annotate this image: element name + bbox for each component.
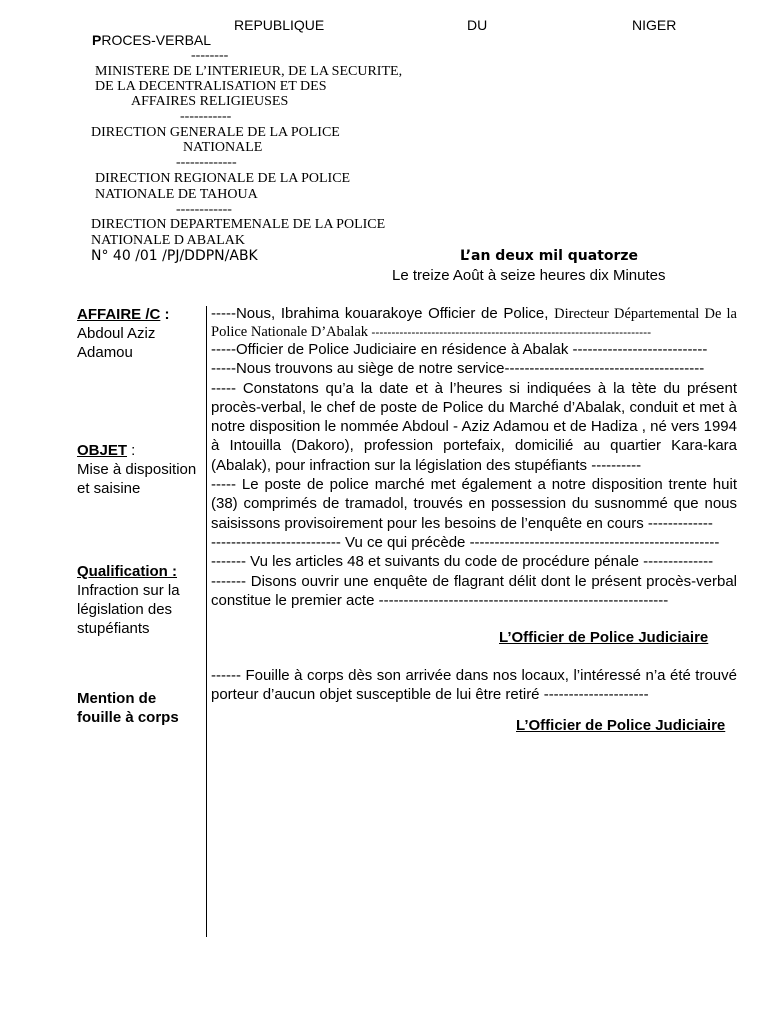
separator: ------------ (176, 202, 232, 217)
republic-word-3: NIGER (632, 17, 677, 33)
officer-title: Directeur Départemental De la Police Nationale D’Abalak (211, 306, 737, 340)
paragraph-officer (211, 305, 737, 341)
separator: -------- (191, 48, 229, 63)
paragraph-residence: -----Officier de Police Judiciaire en résidence à Abalak --------------------------- (211, 341, 708, 358)
paragraph-seizure: ----- Le poste de police marché met également a notre disposition trente huit (38) comprimés de tramadol, trouvés en possession du susnommé que nous saisissons provisoirement pour les besoins de l’enquête en cours ------------- (211, 476, 737, 532)
pv-title (92, 32, 211, 48)
paragraph-articles: ------- Vu les articles 48 et suivants du code de procédure pénale -------------- (211, 553, 714, 571)
ddpn-line-1: DIRECTION DEPARTEMENALE DE LA POLICE (91, 217, 386, 232)
drpn-line-1: DIRECTION REGIONALE DE LA POLICE (95, 171, 351, 186)
objet-colon: : (127, 442, 136, 459)
qualification-label: Qualification : (77, 563, 178, 580)
year-line: L’an deux mil quatorze (460, 248, 639, 264)
affaire-block (77, 305, 207, 362)
pv-title-rest: ROCES-VERBAL (101, 32, 212, 48)
qualification-block (77, 562, 202, 638)
body-block-2 (211, 340, 737, 610)
republic-word-2: DU (467, 17, 488, 33)
paragraph-vu: -------------------------- Vu ce qui précède -------------------------------------------------- (211, 533, 720, 551)
mention-label: Mention de fouille à corps (77, 690, 179, 726)
paragraph-constat: ----- Constatons qu’a la date et à l’heures si indiquées à la tète du présent procès-verbal, le chef de poste de Police du Marché d’Abalak, conduit et met à notre disposition le nommée Abdoul - Aziz Adamou et de Hadiza , né vers 1994 à Intouilla (Dakoro), profession portefaix, domicilié au quartier Kara-kara (Abalak), pour infraction sur la législation des stupéfiants ---------- (211, 379, 737, 474)
ministry-line-1: MINISTERE DE L’INTERIEUR, DE LA SECURITE, (95, 64, 403, 79)
mention-block (77, 689, 192, 727)
pv-title-initial: P (92, 32, 102, 48)
signature-1: L’Officier de Police Judiciaire (499, 629, 709, 646)
date-line: Le treize Août à seize heures dix Minutes (392, 267, 666, 284)
dgpn-line-2: NATIONALE (183, 140, 263, 155)
paragraph-location: -----Nous trouvons au siège de notre service---------------------------------------- (211, 360, 705, 378)
paragraph-enquete: ------- Disons ouvrir une enquête de flagrant délit dont le présent procès-verbal constitue le premier acte ---------------------------------------------------------- (211, 572, 737, 609)
qualification-value: Infraction sur la législation des stupéfiants (77, 582, 180, 637)
affaire-colon: : (160, 306, 170, 323)
reference-number: N° 40 /01 /PJ/DDPN/ABK (91, 248, 258, 264)
paragraph-fouille: ------ Fouille à corps dès son arrivée dans nos locaux, l’intéressé n’a été trouvé porteur d’aucun objet susceptible de lui être retiré --------------------- (211, 667, 737, 704)
ddpn-line-2: NATIONALE D ABALAK (91, 233, 245, 248)
objet-block (77, 441, 207, 498)
officer-name: -----Nous, Ibrahima kouarakoye Officier de Police, (211, 305, 555, 322)
affaire-value: Abdoul Aziz Adamou (77, 325, 156, 361)
officer-dashes: ---------------------------------------------------------------------- (368, 325, 652, 339)
dgpn-line-1: DIRECTION GENERALE DE LA POLICE (91, 125, 340, 140)
objet-value: Mise à disposition et saisine (77, 461, 197, 497)
affaire-label: AFFAIRE /C (77, 306, 161, 323)
column-divider (206, 306, 207, 937)
separator: ------------- (176, 155, 237, 170)
republic-word-1: REPUBLIQUE (234, 17, 325, 33)
ministry-line-3: AFFAIRES RELIGIEUSES (131, 94, 289, 109)
drpn-line-2: NATIONALE DE TAHOUA (95, 187, 258, 202)
ministry-line-2: DE LA DECENTRALISATION ET DES (95, 79, 327, 94)
body-block-1 (211, 305, 737, 341)
separator: ----------- (180, 109, 232, 124)
objet-label: OBJET (77, 442, 128, 459)
body-block-3 (211, 666, 737, 705)
signature-2: L’Officier de Police Judiciaire (516, 717, 726, 734)
